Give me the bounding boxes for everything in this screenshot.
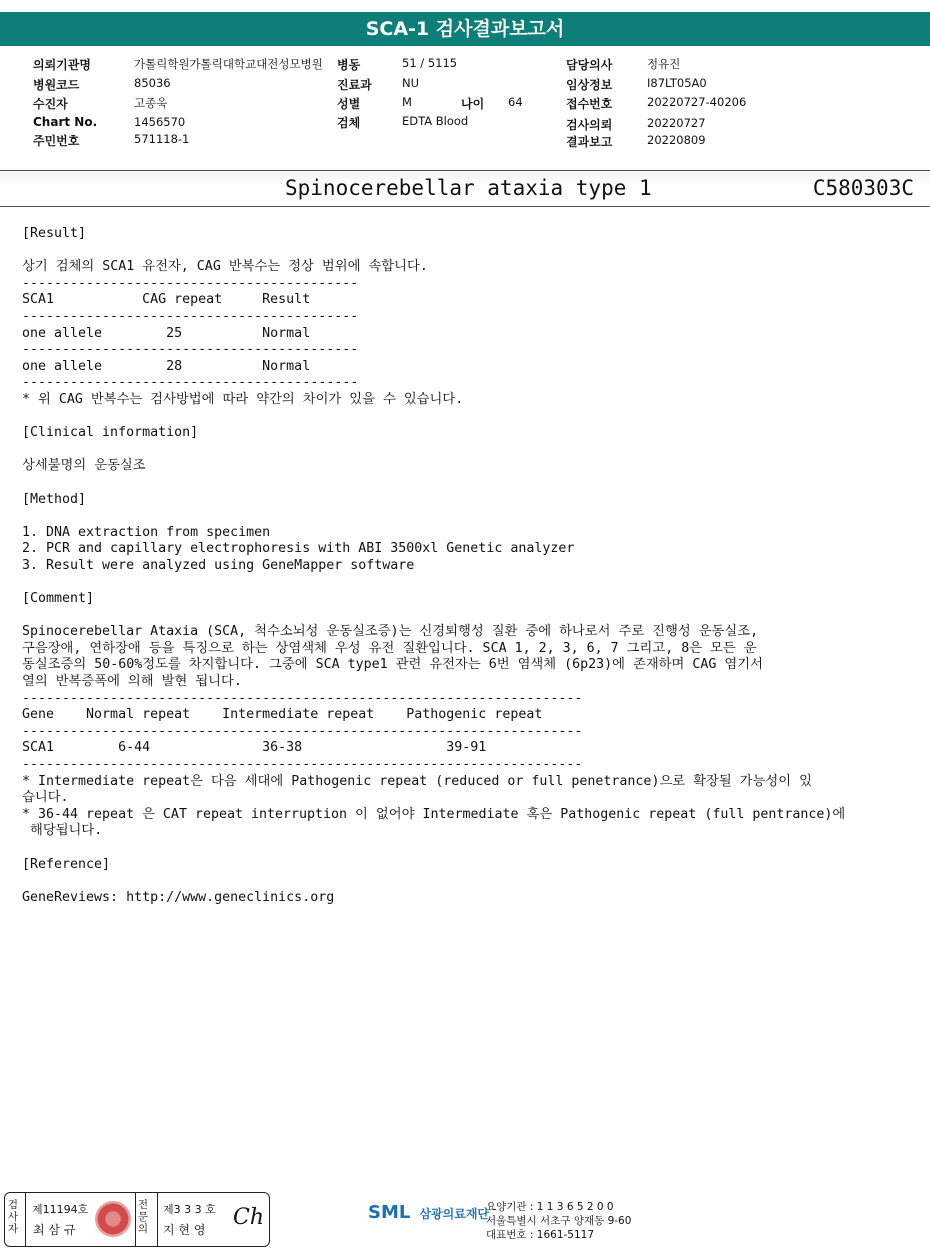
request-date: 20220727	[647, 116, 706, 130]
vertical-char: 문	[137, 1211, 149, 1223]
body-line: one allele 28 Normal	[22, 358, 311, 374]
request-date-label: 검사의뢰	[566, 118, 613, 132]
department-label: 진료과	[337, 78, 372, 92]
hospital-code: 85036	[134, 76, 171, 90]
vertical-char: 전	[137, 1199, 149, 1211]
body-line: GeneReviews: http://www.geneclinics.org	[22, 889, 335, 905]
sml-logo	[368, 1202, 489, 1223]
body-line: 해당됩니다.	[22, 823, 103, 839]
specimen-label: 검체	[337, 116, 361, 130]
divider	[25, 1193, 26, 1246]
receipt-no-label: 접수번호	[566, 97, 613, 111]
body-line: 2. PCR and capillary electrophoresis with ABI 3500xl Genetic analyzer	[22, 541, 575, 557]
body-line: [Method]	[22, 491, 87, 507]
body-line	[22, 243, 912, 260]
divider	[157, 1193, 158, 1246]
vertical-char: 검	[7, 1199, 19, 1211]
examiner-license: 제11194호	[32, 1203, 89, 1216]
ward-label: 병동	[337, 58, 361, 72]
resident-no-label: 주민번호	[33, 134, 80, 148]
chart-no: 1456570	[134, 115, 186, 129]
body-line: ------------------------------------------	[22, 342, 359, 358]
body-line: 상기 검체의 SCA1 유전자, CAG 반복수는 정상 범위에 속합니다.	[22, 259, 428, 275]
test-title-row	[0, 172, 930, 207]
body-line: ----------------------------------------------------------------------	[22, 690, 583, 706]
body-line: one allele 25 Normal	[22, 325, 311, 341]
requesting-institution: 가톨릭학원가톨릭대학교대전성모병원	[134, 57, 323, 71]
body-line: ------------------------------------------	[22, 308, 359, 324]
body-line: 구음장애, 연하장애 등을 특징으로 하는 상염색체 우성 유전 질환입니다. SCA 1, 2, 3, 6, 7 그리고, 8은 모든 운	[22, 640, 757, 656]
vertical-char: 자	[7, 1223, 19, 1235]
body-line	[22, 409, 912, 426]
body-line	[22, 475, 912, 492]
body-line	[22, 840, 912, 857]
confirmer-name: 지 현 영	[163, 1223, 206, 1237]
body-line: 상세불명의 운동실조	[22, 458, 146, 474]
body-line	[22, 608, 912, 625]
logo-text: SML	[368, 1202, 411, 1223]
body-line: Gene Normal repeat Intermediate repeat Pathogenic repeat	[22, 707, 543, 723]
body-line: 동실조증의 50-60%정도를 차지합니다. 그중에 SCA type1 관련 유전자는 6번 염색체 (6p23)에 존재하며 CAG 염기서	[22, 657, 763, 673]
body-line: [Clinical information]	[22, 425, 199, 441]
body-line: 3. Result were analyzed using GeneMapper software	[22, 557, 415, 573]
address-line: 요양기관 : 1 1 3 6 5 2 0 0	[486, 1201, 614, 1213]
divider	[135, 1193, 136, 1246]
requesting-institution-label: 의뢰기관명	[33, 58, 91, 72]
body-line: ----------------------------------------------------------------------	[22, 723, 583, 739]
body-line: [Comment]	[22, 591, 95, 607]
address-line: 서울특별시 서초구 양재동 9-60	[486, 1215, 632, 1227]
body-line: * Intermediate repeat은 다음 세대에 Pathogenic repeat (reduced or full penetrance)으로 확장될 가능성이 있	[22, 773, 812, 789]
body-line: 습니다.	[22, 790, 69, 806]
clinical-info-code: I87LT05A0	[647, 76, 707, 90]
body-line: * 위 CAG 반복수는 검사방법에 따라 약간의 차이가 있을 수 있습니다.	[22, 391, 464, 407]
body-line	[22, 873, 912, 890]
body-line: ----------------------------------------------------------------------	[22, 757, 583, 772]
report-date: 20220809	[647, 133, 706, 147]
divider	[0, 170, 930, 171]
chart-no-label: Chart No.	[33, 115, 98, 129]
body-line: * 36-44 repeat 은 CAT repeat interruption 이 없어야 Intermediate 혹은 Pathogenic repeat (full pentrance)에	[22, 806, 846, 822]
report-body	[22, 226, 912, 906]
seal-stamp	[95, 1201, 131, 1237]
body-line: [Reference]	[22, 856, 111, 872]
body-line: SCA1 6-44 36-38 39-91	[22, 740, 487, 756]
resident-no: 571118-1	[134, 132, 190, 146]
examiner-vertical-label	[7, 1199, 19, 1235]
body-line: 1. DNA extraction from specimen	[22, 524, 271, 540]
examiner-name: 최 삼 규	[33, 1223, 76, 1237]
specimen: EDTA Blood	[402, 114, 469, 128]
patient-name: 고종욱	[134, 96, 168, 110]
confirmer-vertical-label	[137, 1199, 149, 1235]
sex-label: 성별	[337, 97, 361, 111]
report-date-label: 결과보고	[566, 135, 613, 149]
department: NU	[402, 76, 420, 90]
patient-label: 수진자	[33, 97, 68, 111]
test-name: Spinocerebellar ataxia type 1	[285, 176, 652, 200]
institution-address	[486, 1200, 631, 1242]
signature-box	[4, 1192, 270, 1247]
body-line: [Result]	[22, 226, 87, 241]
ward: 51 / 5115	[402, 56, 458, 70]
body-line: ------------------------------------------	[22, 375, 359, 391]
age: 64	[508, 95, 523, 109]
doctor: 정유진	[647, 57, 681, 71]
hospital-code-label: 병원코드	[33, 78, 80, 92]
body-line: 열의 반복증폭에 의해 발현 됩니다.	[22, 674, 242, 690]
age-label: 나이	[461, 97, 485, 111]
body-line	[22, 442, 912, 459]
vertical-char: 사	[7, 1211, 19, 1223]
patient-info-block	[0, 56, 930, 148]
body-line: SCA1 CAG repeat Result	[22, 292, 311, 308]
receipt-no: 20220727-40206	[647, 95, 747, 109]
test-code: C580303C	[812, 176, 914, 200]
confirmer-license: 제3 3 3 호	[163, 1203, 216, 1216]
body-line	[22, 508, 912, 525]
clinical-info-label: 임상정보	[566, 78, 613, 92]
vertical-char: 의	[137, 1223, 149, 1235]
report-title: SCA-1 검사결과보고서	[0, 12, 930, 46]
body-line	[22, 574, 912, 591]
address-line: 대표번호 : 1661-5117	[486, 1229, 595, 1241]
doctor-label: 담당의사	[566, 58, 613, 72]
logo-sub: 삼광의료재단	[419, 1207, 490, 1221]
body-line: Spinocerebellar Ataxia (SCA, 척수소뇌성 운동실조증)는 신경퇴행성 질환 중에 하나로서 주로 진행성 운동실조,	[22, 624, 759, 640]
body-line: ------------------------------------------	[22, 275, 359, 291]
signature: Ch	[233, 1205, 265, 1230]
sex: M	[402, 95, 412, 109]
